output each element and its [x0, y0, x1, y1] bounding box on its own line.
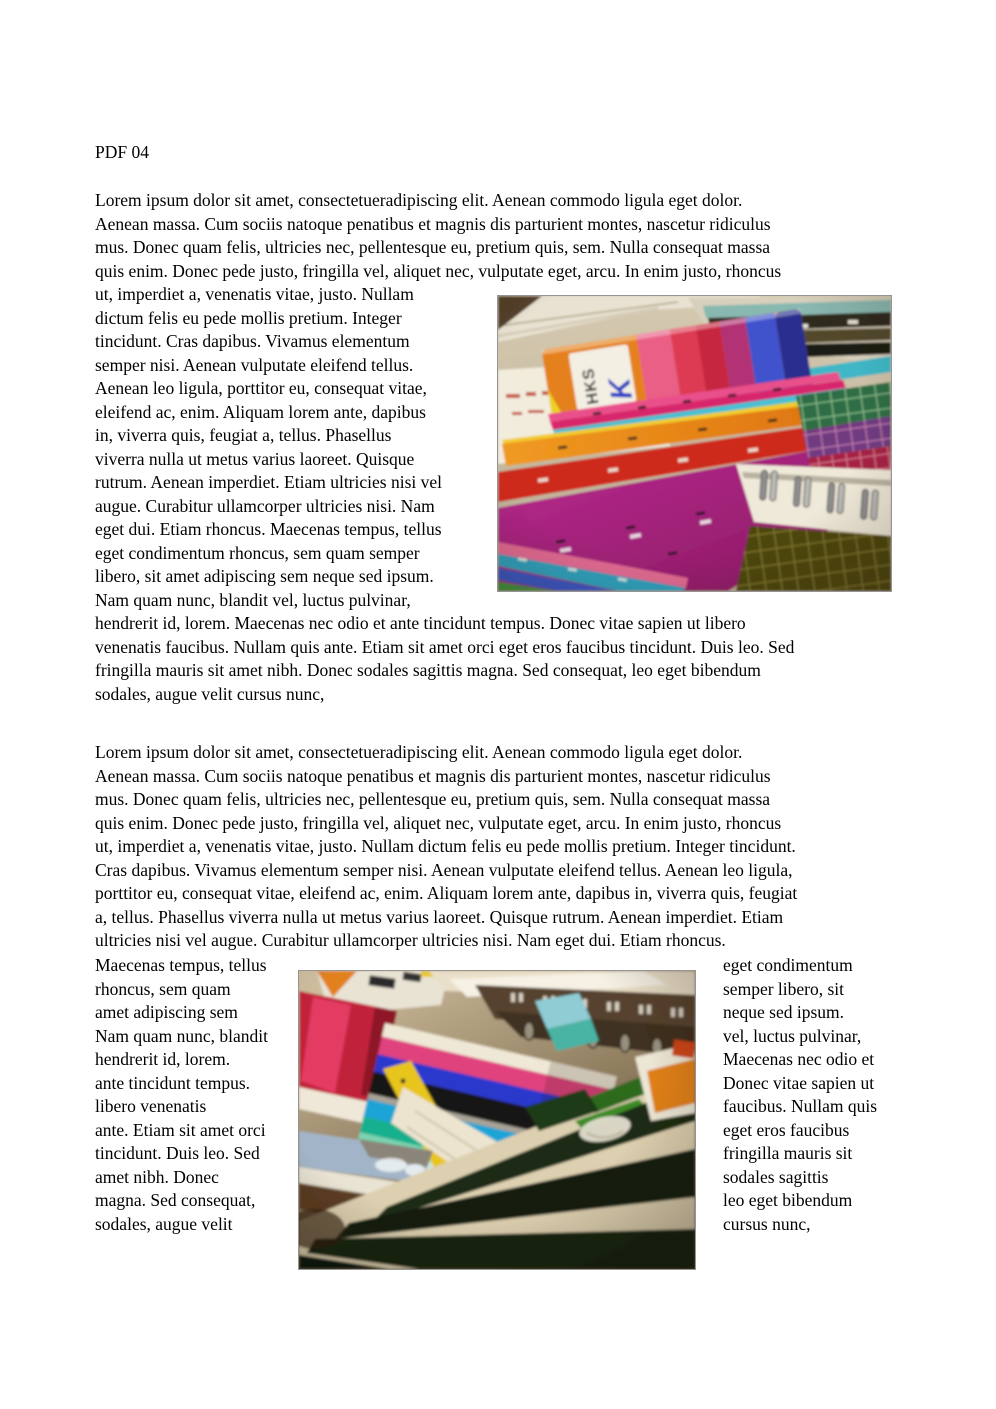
text-line: augue. Curabitur ullamcorper ultricies nisi. Nam [95, 495, 435, 516]
text-line: in, viverra quis, feugiat a, tellus. Phasellus [95, 425, 392, 445]
text-line: eget eros faucibus [723, 1119, 850, 1140]
text-line: Donec vitae sapien ut [723, 1072, 875, 1093]
text-line: amet nibh. Donec [95, 1166, 219, 1187]
text-line: Maecenas nec odio et [723, 1049, 875, 1069]
text-line: leo eget bibendum [723, 1190, 853, 1210]
paragraph-1-top-lines [95, 189, 794, 283]
page-title: PDF 04 [95, 142, 149, 162]
text-line: hendrerit id, lorem. Maecenas nec odio et ante tincidunt tempus. Donec vitae sapien ut libero [95, 613, 746, 633]
text-line: eget dui. Etiam rhoncus. Maecenas tempus, tellus [95, 519, 442, 539]
text-line: fringilla mauris sit amet nibh. Donec sodales sagittis magna. Sed consequat, leo eget bibendum [95, 660, 761, 680]
text-line: dictum felis eu pede mollis pretium. Integer [95, 307, 402, 328]
text-line: Aenean massa. Cum sociis natoque penatibus et magnis dis parturient montes, nascetur ridiculus [95, 213, 771, 234]
text-line: venenatis faucibus. Nullam quis ante. Etiam sit amet orci eget eros faucibus tincidunt. Duis leo. Sed [95, 636, 795, 657]
text-line: porttitor eu, consequat vitae, eleifend ac, enim. Aliquam lorem ante, dapibus in, viverra quis, feugiat [95, 883, 798, 903]
hks-color-fan-photo-art [498, 296, 891, 591]
text-line: quis enim. Donec pede justo, fringilla vel, aliquet nec, vulputate eget, arcu. In enim justo, rhoncus [95, 812, 782, 833]
hks-color-fan-photo [497, 295, 892, 592]
text-line: hendrerit id, lorem. [95, 1049, 231, 1069]
text-line: Cras dapibus. Vivamus elementum semper nisi. Aenean vulputate eleifend tellus. Aenean leo ligula, [95, 859, 793, 880]
photo1-scene [498, 296, 891, 591]
text-line: amet adipiscing sem [95, 1002, 238, 1022]
color-swatch-books-photo-art [299, 971, 695, 1269]
paragraph-2 [95, 741, 797, 953]
text-line: neque sed ipsum. [723, 1002, 845, 1022]
text-line: eget condimentum rhoncus, sem quam semper [95, 542, 420, 563]
text-line: ultricies nisi vel augue. Curabitur ullamcorper ultricies nisi. Nam eget dui. Etiam rhoncus. [95, 930, 726, 950]
text-line: viverra nulla ut metus varius laoreet. Quisque [95, 448, 415, 469]
text-line: sodales sagittis [723, 1166, 829, 1187]
text-line: quis enim. Donec pede justo, fringilla vel, aliquet nec, vulputate eget, arcu. In enim justo, rhoncus [95, 260, 782, 281]
paragraph-2-lines [95, 741, 797, 953]
text-line: libero, sit amet adipiscing sem neque sed ipsum. [95, 566, 434, 586]
text-line: magna. Sed consequat, [95, 1190, 256, 1210]
text-line: mus. Donec quam felis, ultricies nec, pellentesque eu, pretium quis, sem. Nulla consequat massa [95, 237, 771, 257]
text-line: semper nisi. Aenean vulputate eleifend tellus. [95, 354, 414, 375]
color-swatch-books-photo [298, 970, 696, 1270]
text-line: eget condimentum [723, 955, 853, 975]
paragraph-2-right-column [723, 954, 877, 1236]
text-line: Lorem ipsum dolor sit amet, consectetueradipiscing elit. Aenean commodo ligula eget dolor. [95, 742, 743, 762]
text-line: Aenean massa. Cum sociis natoque penatibus et magnis dis parturient montes, nascetur ridiculus [95, 765, 771, 786]
text-line: tincidunt. Duis leo. Sed [95, 1143, 260, 1163]
text-line: Aenean leo ligula, porttitor eu, consequat vitae, [95, 378, 427, 398]
paragraph-2-left-column [95, 954, 268, 1236]
text-line: fringilla mauris sit [723, 1143, 853, 1163]
text-line: ut, imperdiet a, venenatis vitae, justo. Nullam dictum felis eu pede mollis pretium. Integer tincidunt. [95, 836, 796, 856]
text-line: vel, luctus pulvinar, [723, 1025, 862, 1046]
paragraph-1-bottom-lines [95, 612, 794, 706]
text-line: rutrum. Aenean imperdiet. Etiam ultricies nisi vel [95, 472, 442, 492]
text-line: Nam quam nunc, blandit vel, luctus pulvinar, [95, 589, 411, 610]
text-line: ut, imperdiet a, venenatis vitae, justo. Nullam [95, 284, 414, 304]
text-line: faucibus. Nullam quis [723, 1096, 878, 1116]
photo2-scene [299, 971, 695, 1269]
text-line: ante tincidunt tempus. [95, 1072, 251, 1093]
text-line: ante. Etiam sit amet orci [95, 1119, 266, 1140]
text-line: sodales, augue velit cursus nunc, [95, 683, 325, 704]
text-line: cursus nunc, [723, 1213, 811, 1234]
text-line: Maecenas tempus, tellus [95, 955, 267, 975]
text-line: mus. Donec quam felis, ultricies nec, pellentesque eu, pretium quis, sem. Nulla consequat massa [95, 789, 771, 809]
text-line: semper libero, sit [723, 978, 845, 999]
text-line: libero venenatis [95, 1096, 207, 1116]
text-line: Lorem ipsum dolor sit amet, consectetueradipiscing elit. Aenean commodo ligula eget dolor. [95, 190, 743, 210]
text-line: sodales, augue velit [95, 1213, 233, 1234]
text-line: tincidunt. Cras dapibus. Vivamus elementum [95, 331, 410, 351]
text-line: a, tellus. Phasellus viverra nulla ut metus varius laoreet. Quisque rutrum. Aenean imperdiet. Etiam [95, 906, 784, 927]
text-line: eleifend ac, enim. Aliquam lorem ante, dapibus [95, 401, 426, 422]
text-line: Nam quam nunc, blandit [95, 1025, 269, 1046]
text-line: rhoncus, sem quam [95, 978, 231, 999]
